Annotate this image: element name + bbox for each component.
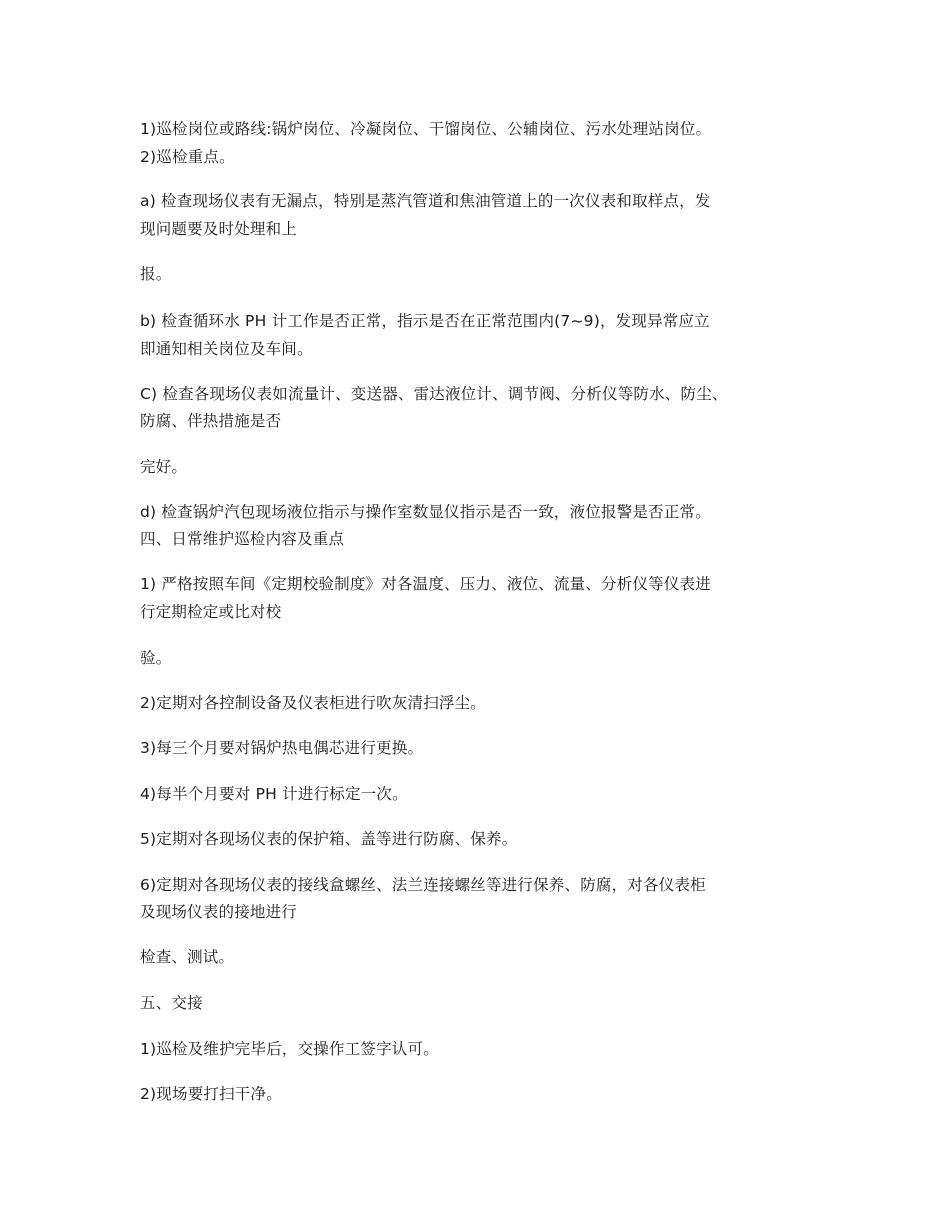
text-line: 完好。 <box>140 458 188 476</box>
text-line: 4)每半个月要对 PH 计进行标定一次。 <box>140 785 408 803</box>
text-line: 1)巡检岗位或路线:锅炉岗位、冷凝岗位、干馏岗位、公辅岗位、污水处理站岗位。 <box>140 120 712 138</box>
text-line: d) 检查锅炉汽包现场液位指示与操作室数显仪指示是否一致，液位报警是否正常。 <box>140 503 711 521</box>
text-line: 检查、测试。 <box>140 948 235 966</box>
section-heading: 四、日常维护巡检内容及重点 <box>140 530 345 548</box>
text-line: 即通知相关岗位及车间。 <box>140 340 313 358</box>
text-line: C) 检查各现场仪表如流量计、变送器、雷达液位计、调节阀、分析仪等防水、防尘、 <box>140 385 728 403</box>
text-line: a) 检查现场仪表有无漏点，特别是蒸汽管道和焦油管道上的一次仪表和取样点，发 <box>140 192 711 210</box>
text-line: 1)巡检及维护完毕后，交操作工签字认可。 <box>140 1040 439 1058</box>
text-line: 行定期检定或比对校 <box>140 603 282 621</box>
text-line: 6)定期对各现场仪表的接线盒螺丝、法兰连接螺丝等进行保养、防腐，对各仪表柜 <box>140 876 706 894</box>
text-line: b) 检查循环水 PH 计工作是否正常，指示是否在正常范围内(7~9)，发现异常应立 <box>140 312 710 330</box>
text-line: 及现场仪表的接地进行 <box>140 903 298 921</box>
section-heading: 五、交接 <box>140 994 203 1012</box>
text-line: 2)现场要打扫干净。 <box>140 1085 282 1103</box>
text-line: 现问题要及时处理和上 <box>140 220 298 238</box>
text-line: 5)定期对各现场仪表的保护箱、盖等进行防腐、保养。 <box>140 830 518 848</box>
text-line: 1) 严格按照车间《定期校验制度》对各温度、压力、液位、流量、分析仪等仪表进 <box>140 575 711 593</box>
text-line: 3)每三个月要对锅炉热电偶芯进行更换。 <box>140 739 424 757</box>
text-line: 防腐、伴热措施是否 <box>140 412 282 430</box>
text-line: 验。 <box>140 649 172 667</box>
text-line: 2)定期对各控制设备及仪表柜进行吹灰清扫浮尘。 <box>140 694 487 712</box>
text-line: 2)巡检重点。 <box>140 148 235 166</box>
text-line: 报。 <box>140 265 172 283</box>
